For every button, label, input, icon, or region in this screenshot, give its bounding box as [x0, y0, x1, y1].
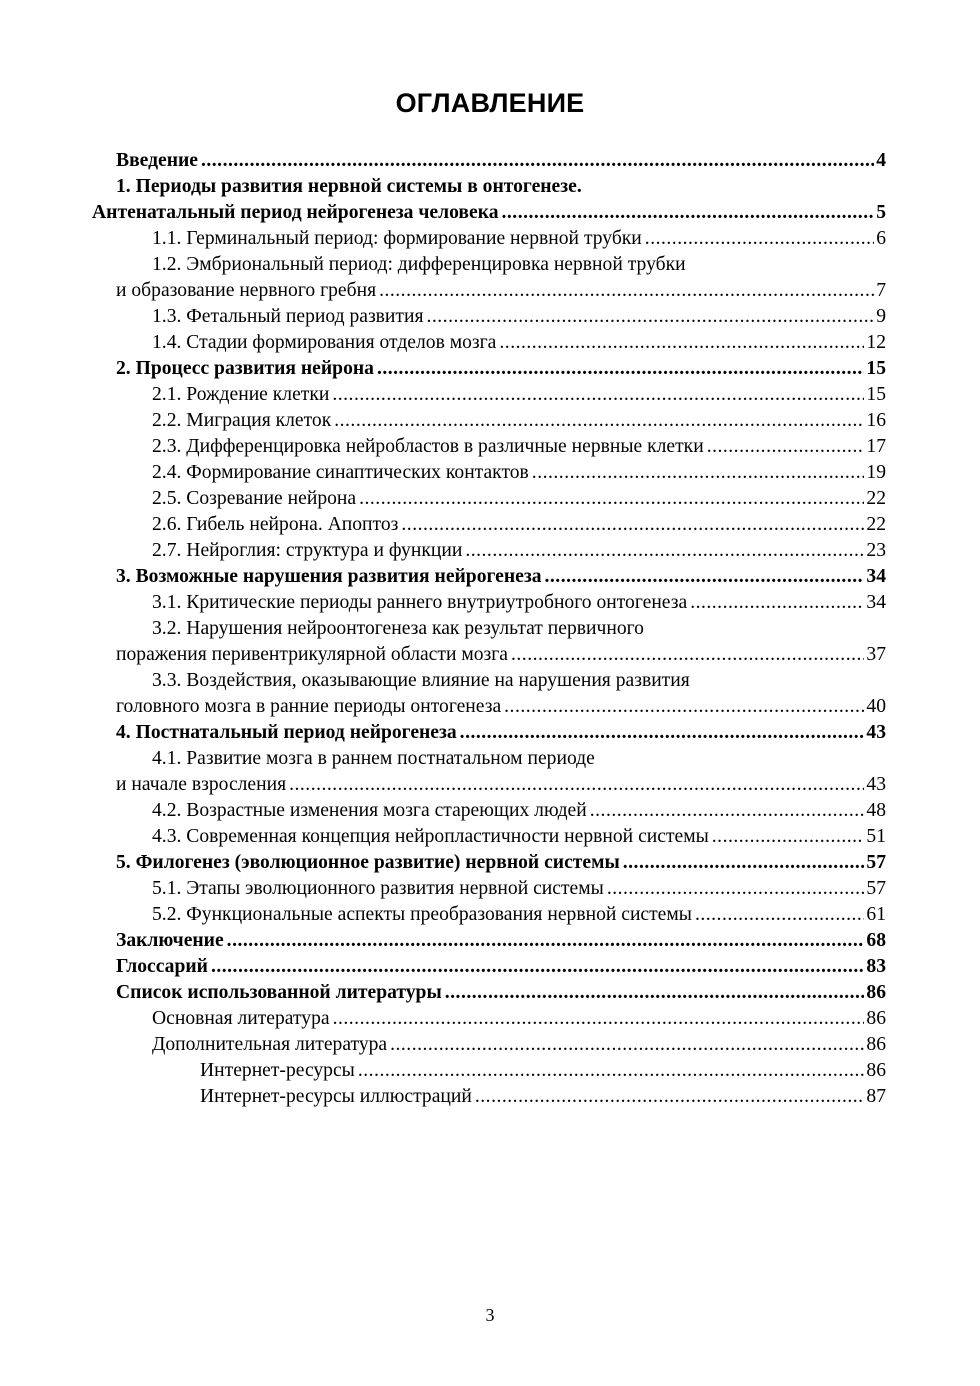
toc-entry[interactable]: [92, 980, 886, 1006]
toc-entry[interactable]: [92, 668, 886, 720]
toc-entry[interactable]: [92, 746, 886, 798]
toc-entry-text: 2.4. Формирование синаптических контактов: [152, 462, 529, 483]
toc-entry-text: 1.1. Герминальный период: формирование нервной трубки: [152, 228, 642, 249]
toc-page-number: 5: [876, 202, 886, 223]
toc-page-number: 43: [866, 722, 886, 743]
toc-page-number: 22: [866, 514, 886, 535]
dot-leader: [645, 226, 874, 252]
dot-leader: [426, 304, 874, 330]
toc-entry-text: Введение: [116, 150, 198, 171]
toc-entry[interactable]: [92, 850, 886, 876]
toc-entry-line: [92, 668, 886, 694]
toc-entry-text: 1.4. Стадии формирования отделов мозга: [152, 332, 497, 353]
dot-leader: [545, 564, 865, 590]
toc-entry-line: [92, 1006, 886, 1032]
toc-entry-line: [92, 356, 886, 382]
toc-page-number: 16: [866, 410, 886, 431]
toc-page-number: 15: [866, 384, 886, 405]
toc-entry[interactable]: [92, 512, 886, 538]
toc-entry-line: [92, 408, 886, 434]
toc-entry-text: 1.2. Эмбриональный период: дифференцировка нервной трубки: [152, 254, 686, 275]
toc-entry-line: [92, 434, 886, 460]
toc-page-number: 23: [866, 540, 886, 561]
dot-leader: [532, 460, 865, 486]
toc-entry-text: и начале взросления: [116, 774, 287, 795]
dot-leader: [377, 356, 864, 382]
toc-entry-line: [92, 746, 886, 772]
toc-page-number: 86: [866, 1060, 886, 1081]
toc-entry-line: [92, 1084, 886, 1110]
toc-entry-line: [92, 200, 886, 226]
dot-leader: [502, 200, 875, 226]
toc-entry-text: Основная литература: [152, 1008, 330, 1029]
toc-entry-line: [92, 486, 886, 512]
page-number: 3: [485, 1305, 495, 1325]
toc-page-number: 86: [866, 1034, 886, 1055]
toc-page-number: 22: [866, 488, 886, 509]
toc-entry-line: [92, 1058, 886, 1084]
page-title: ОГЛАВЛЕНИЕ: [395, 88, 585, 118]
dot-leader: [499, 330, 864, 356]
toc-entry-text: 5. Филогенез (эволюционное развитие) нервной системы: [116, 852, 620, 873]
table-of-contents: [92, 148, 886, 1110]
toc-entry-text: Антенатальный период нейрогенеза человека: [92, 202, 499, 223]
toc-entry-line: [92, 616, 886, 642]
toc-page-number: 83: [866, 956, 886, 977]
toc-page-number: 9: [876, 306, 886, 327]
toc-page-number: 19: [866, 462, 886, 483]
toc-entry-line: [92, 850, 886, 876]
toc-page-number: 87: [866, 1086, 886, 1107]
toc-entry-text: 1.3. Фетальный период развития: [152, 306, 424, 327]
dot-leader: [227, 928, 865, 954]
toc-entry[interactable]: [92, 928, 886, 954]
toc-entry[interactable]: [92, 616, 886, 668]
toc-entry-text: 2.6. Гибель нейрона. Апоптоз: [152, 514, 399, 535]
toc-entry-text: 3.3. Воздействия, оказывающие влияние на нарушения развития: [152, 670, 690, 691]
toc-entry[interactable]: [92, 226, 886, 252]
toc-entry-text: Интернет-ресурсы: [200, 1060, 355, 1081]
toc-entry[interactable]: [92, 434, 886, 460]
toc-entry-text: головного мозга в ранние периоды онтогенеза: [116, 696, 502, 717]
toc-entry-text: Заключение: [116, 930, 224, 951]
toc-entry-text: 4.1. Развитие мозга в раннем постнатальном периоде: [152, 748, 595, 769]
toc-entry-line: [92, 798, 886, 824]
toc-entry[interactable]: [92, 1006, 886, 1032]
dot-leader: [390, 1032, 864, 1058]
toc-entry-line: [92, 512, 886, 538]
dot-leader: [623, 850, 865, 876]
toc-entry-line: [92, 980, 886, 1006]
toc-entry-text: 1. Периоды развития нервной системы в онтогенезе.: [116, 176, 582, 197]
toc-page-number: 34: [866, 592, 886, 613]
toc-entry[interactable]: [92, 304, 886, 330]
dot-leader: [358, 1058, 865, 1084]
toc-page-number: 7: [876, 280, 886, 301]
toc-entry[interactable]: [92, 408, 886, 434]
dot-leader: [211, 954, 864, 980]
dot-leader: [712, 824, 865, 850]
toc-entry[interactable]: [92, 330, 886, 356]
toc-entry[interactable]: [92, 798, 886, 824]
toc-entry-text: поражения перивентрикулярной области мозга: [116, 644, 508, 665]
toc-entry-line: [92, 148, 886, 174]
toc-entry[interactable]: [92, 538, 886, 564]
toc-entry-line: [92, 954, 886, 980]
toc-entry-line: [92, 330, 886, 356]
dot-leader: [707, 434, 865, 460]
dot-leader: [590, 798, 865, 824]
toc-entry-line: [92, 538, 886, 564]
dot-leader: [359, 486, 864, 512]
dot-leader: [401, 512, 864, 538]
toc-entry-text: 2.2. Миграция клеток: [152, 410, 332, 431]
toc-page-number: 6: [876, 228, 886, 249]
toc-entry-text: 3. Возможные нарушения развития нейрогенеза: [116, 566, 542, 587]
dot-leader: [465, 538, 864, 564]
toc-entry-line: [92, 772, 886, 798]
toc-entry[interactable]: [92, 382, 886, 408]
toc-page-number: 57: [866, 852, 886, 873]
toc-entry[interactable]: [92, 720, 886, 746]
dot-leader: [504, 694, 864, 720]
toc-entry-line: [92, 876, 886, 902]
dot-leader: [690, 590, 864, 616]
toc-page-number: 4: [876, 150, 886, 171]
toc-page-number: 34: [866, 566, 886, 587]
toc-entry-text: 4. Постнатальный период нейрогенеза: [116, 722, 457, 743]
toc-entry[interactable]: [92, 1032, 886, 1058]
toc-entry[interactable]: [92, 252, 886, 304]
toc-entry[interactable]: [92, 486, 886, 512]
toc-entry-line: [92, 460, 886, 486]
toc-page-number: 48: [866, 800, 886, 821]
toc-entry-text: 4.3. Современная концепция нейропластичности нервной системы: [152, 826, 709, 847]
toc-entry-text: 2. Процесс развития нейрона: [116, 358, 374, 379]
toc-entry-text: 3.2. Нарушения нейроонтогенеза как результат первичного: [152, 618, 644, 639]
toc-entry-text: 5.1. Этапы эволюционного развития нервной системы: [152, 878, 604, 899]
dot-leader: [379, 278, 874, 304]
toc-entry-line: [92, 174, 886, 200]
toc-entry[interactable]: [92, 902, 886, 928]
toc-entry[interactable]: [92, 356, 886, 382]
toc-entry-line: [92, 226, 886, 252]
toc-page-number: 68: [866, 930, 886, 951]
dot-leader: [460, 720, 865, 746]
dot-leader: [332, 382, 864, 408]
toc-entry[interactable]: [92, 174, 886, 226]
toc-entry-line: [92, 278, 886, 304]
toc-page-number: 61: [866, 904, 886, 925]
toc-page-number: 43: [866, 774, 886, 795]
toc-entry[interactable]: [92, 460, 886, 486]
toc-entry[interactable]: [92, 876, 886, 902]
toc-entry-text: Глоссарий: [116, 956, 208, 977]
toc-entry[interactable]: [92, 824, 886, 850]
toc-entry[interactable]: [92, 148, 886, 174]
toc-page-number: 12: [866, 332, 886, 353]
toc-entry-text: Интернет-ресурсы иллюстраций: [200, 1086, 472, 1107]
toc-entry[interactable]: [92, 1058, 886, 1084]
toc-entry-text: 2.3. Дифференцировка нейробластов в различные нервные клетки: [152, 436, 704, 457]
dot-leader: [695, 902, 864, 928]
toc-entry-line: [92, 642, 886, 668]
toc-entry-line: [92, 304, 886, 330]
toc-entry[interactable]: [92, 564, 886, 590]
toc-entry-line: [92, 720, 886, 746]
toc-page-number: 51: [866, 826, 886, 847]
dot-leader: [289, 772, 864, 798]
toc-page-number: 40: [866, 696, 886, 717]
toc-entry-text: 4.2. Возрастные изменения мозга стареющих людей: [152, 800, 587, 821]
toc-page-number: 86: [866, 982, 886, 1003]
toc-entry-line: [92, 382, 886, 408]
toc-entry-line: [92, 1032, 886, 1058]
dot-leader: [475, 1084, 865, 1110]
dot-leader: [511, 642, 864, 668]
toc-page-number: 15: [866, 358, 886, 379]
toc-page-number: 37: [866, 644, 886, 665]
toc-entry-line: [92, 252, 886, 278]
toc-entry[interactable]: [92, 954, 886, 980]
toc-entry-line: [92, 928, 886, 954]
toc-entry[interactable]: [92, 590, 886, 616]
toc-entry-text: и образование нервного гребня: [116, 280, 377, 301]
toc-page-number: 57: [866, 878, 886, 899]
toc-entry-line: [92, 590, 886, 616]
dot-leader: [445, 980, 865, 1006]
toc-entry-text: 2.7. Нейроглия: структура и функции: [152, 540, 463, 561]
toc-entry-text: 3.1. Критические периоды раннего внутриутробного онтогенеза: [152, 592, 688, 613]
toc-entry-line: [92, 902, 886, 928]
toc-page-number: 86: [866, 1008, 886, 1029]
dot-leader: [201, 148, 874, 174]
toc-page-number: 17: [866, 436, 886, 457]
toc-entry-text: 5.2. Функциональные аспекты преобразования нервной системы: [152, 904, 692, 925]
toc-entry-line: [92, 564, 886, 590]
dot-leader: [333, 1006, 865, 1032]
toc-entry-line: [92, 694, 886, 720]
toc-entry-text: Дополнительная литература: [152, 1034, 388, 1055]
toc-entry-text: Список использованной литературы: [116, 982, 442, 1003]
toc-entry[interactable]: [92, 1084, 886, 1110]
dot-leader: [607, 876, 865, 902]
toc-entry-text: 2.1. Рождение клетки: [152, 384, 330, 405]
toc-entry-text: 2.5. Созревание нейрона: [152, 488, 357, 509]
toc-entry-line: [92, 824, 886, 850]
dot-leader: [334, 408, 864, 434]
